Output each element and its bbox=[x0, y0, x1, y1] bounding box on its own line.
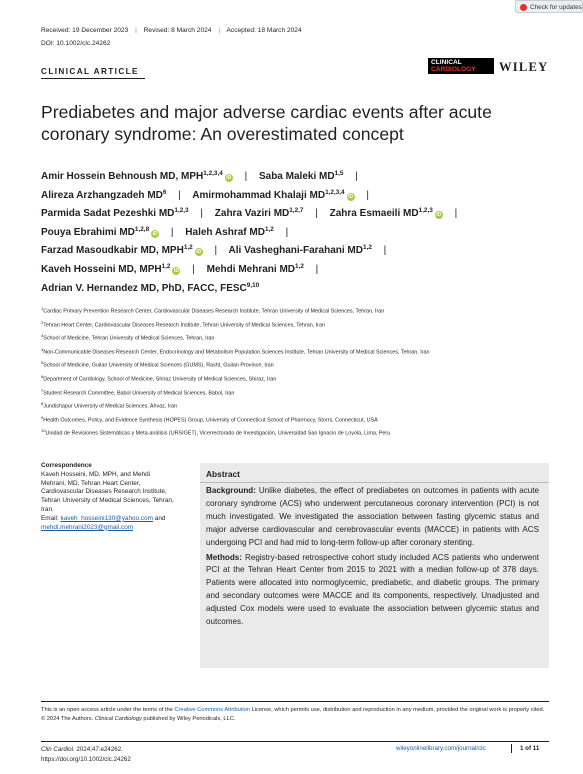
correspondence-line: Mehrani, MD, Tehran Heart Center, bbox=[41, 479, 141, 487]
author-name[interactable]: Alireza Arzhangzadeh MD bbox=[41, 189, 163, 201]
affiliation-item: $^8$Jundishapur University of Medical Sciences, Ahvaz, Iran bbox=[41, 401, 178, 410]
author-name[interactable]: Zahra Esmaeili MD bbox=[329, 208, 419, 220]
correspondence bbox=[41, 462, 191, 532]
orcid-icon[interactable]: iD bbox=[196, 249, 202, 256]
affiliation-item: $^1$Cardiac Primary Prevention Research Center, Cardiovascular Diseases Research Institute, Tehran University of Medical Sciences, Tehran, Iran bbox=[41, 306, 385, 315]
abstract-box bbox=[200, 463, 549, 668]
footer-rule bbox=[41, 701, 549, 702]
article-type-label: CLINICAL ARTICLE bbox=[41, 67, 139, 76]
abstract-rule bbox=[200, 482, 549, 483]
check-for-updates-label: Check for updates bbox=[530, 4, 582, 11]
accepted-date: Accepted: 18 March 2024 bbox=[226, 27, 302, 34]
abstract-methods: Methods: Registry-based retrospective cohort study included ACS patients who underwent PCI at the Tehran Heart Center from 2015 to 2021 with a median follow-up of 378 days. Patients were allocated into normoglycemic, prediabetic, and diabetic groups. The primary and secondary outcomes were MACCE and its components, respectively. Unadjusted and adjusted Cox models were used to evaluate the association between glycemic status and outcomes. bbox=[206, 552, 539, 627]
journal-logo-line2: CARDIOLOGY bbox=[431, 66, 476, 74]
author-line: Parmida Sadat Pezeshki MD$^{1,2,3}$ | Zahra Vaziri MD$^{1,2,7}$ | Zahra Esmaeili MD$^{1,2,3}$iD | bbox=[41, 207, 458, 220]
journal-logo bbox=[428, 58, 494, 74]
author-name[interactable]: Mehdi Mehrani MD bbox=[206, 263, 295, 275]
article-title: Prediabetes and major adverse cardiac events after acute coronary syndrome: An overestimated concept bbox=[41, 102, 492, 144]
doi-link[interactable]: https://doi.org/10.1002/clc.24262 bbox=[41, 756, 131, 764]
revised-date: Revised: 8 March 2024 bbox=[143, 27, 212, 34]
author-name[interactable]: Ali Vasheghani-Farahani MD bbox=[228, 245, 363, 257]
author-line: Adrian V. Hernandez MD, PhD, FACC, FESC$^{9,10}$ bbox=[41, 281, 260, 294]
crossmark-icon bbox=[520, 4, 527, 11]
author-list bbox=[41, 170, 551, 300]
affiliation-item: $^5$School of Medicine, Guilan University of Medical Sciences (GUMS), Rasht, Guilan Province, Iran bbox=[41, 360, 274, 369]
affiliation-item: $^2$Tehran Heart Center, Cardiovascular Diseases Research Institute, Tehran University of Medical Sciences, Tehran, Iran bbox=[41, 319, 325, 329]
affiliations bbox=[41, 305, 561, 441]
footer-rule bbox=[41, 741, 549, 742]
journal-site-link[interactable]: wileyonlinelibrary.com/journal/clc bbox=[396, 745, 486, 752]
author-name[interactable]: Kaveh Hosseini MD, MPH bbox=[41, 263, 162, 275]
license-link[interactable]: Creative Commons Attribution bbox=[174, 707, 250, 713]
affiliation-item: $^4$Non-Communicable Diseases Research Center, Endocrinology and Metabolism Population Sciences Institute, Tehran University of Medical Sciences, Tehran, Iran bbox=[41, 346, 430, 356]
correspondence-line: Iran. bbox=[41, 505, 54, 513]
journal-logo-line1: CLINICAL bbox=[431, 59, 462, 66]
author-name[interactable]: Pouya Ebrahimi MD bbox=[41, 226, 135, 238]
page-number: 1 of 11 bbox=[520, 745, 540, 752]
orcid-icon[interactable]: iD bbox=[436, 212, 442, 219]
email-link[interactable]: mehdi.mehrani2023@gmail.com bbox=[41, 523, 134, 531]
correspondence-line: Cardiovascular Diseases Research Institute, bbox=[41, 488, 167, 496]
orcid-icon[interactable]: iD bbox=[226, 175, 232, 181]
author-line: Amir Hossein Behnoush MD, MPH$^{1,2,3,4}$iD | Saba Maleki MD$^{1,5}$ | bbox=[41, 170, 358, 182]
orcid-icon[interactable]: iD bbox=[152, 230, 158, 237]
affiliation-item: $^7$Student Research Committee, Babol University of Medical Sciences, Babol, Iran bbox=[41, 387, 235, 397]
author-name[interactable]: Parmida Sadat Pezeshki MD bbox=[41, 208, 175, 220]
author-name[interactable]: Zahra Vaziri MD bbox=[214, 208, 290, 220]
meta-separator: | bbox=[218, 27, 221, 34]
history-line bbox=[41, 27, 302, 34]
correspondence-line: Tehran University of Medical Sciences, Tehran, bbox=[41, 497, 174, 505]
abstract-background: Background: Unlike diabetes, the effect of prediabetes on outcomes in patients with acute coronary syndrome (ACS) who underwent percutaneous coronary intervention (PCI) is not much investigated. We investigated the association between fasting glycemic status and major adverse cardiovascular and cerebrovascular events (MACCE) in patients with ACS undergoing PCI and had mid to long-term follow-up after coronary stenting. bbox=[206, 486, 539, 547]
author-name[interactable]: Saba Maleki MD bbox=[258, 171, 335, 182]
meta-separator: | bbox=[135, 27, 137, 34]
author-name[interactable]: Farzad Masoudkabir MD, MPH bbox=[41, 245, 184, 257]
author-line: Alireza Arzhangzadeh $MD^6$ | Amirmohammad Khalaji MD$^{1,2,3,4}$iD | bbox=[41, 188, 369, 201]
article-type-rule bbox=[41, 78, 145, 79]
check-for-updates-button[interactable] bbox=[515, 0, 583, 13]
affiliation-item: $^6$Department of Cardiology, School of Medicine, Shiraz University of Medical Sciences, Shiraz, Iran bbox=[41, 373, 277, 383]
correspondence-line: Kaveh Hosseini, MD, MPH, and Mehdi bbox=[41, 470, 151, 478]
citation: Clin Cardiol. 2024;47:e24262. https://doi.org/10.1002/clc.24262 bbox=[41, 745, 131, 765]
orcid-icon[interactable]: iD bbox=[348, 193, 354, 200]
author-name[interactable]: Haleh Ashraf MD bbox=[185, 226, 265, 238]
affiliation-item: $^{10}$Unidad de Revisiones Sistemáticas y Meta-análisis (URSIGET), Vicerrectorado de Investigación, Universidad San Ignacio de Loyola, Lima, Peru bbox=[41, 428, 391, 437]
author-line: Kaveh Hosseini MD, MPH$^{1,2}$iD | Mehdi Mehrani MD$^{1,2}$ | bbox=[41, 262, 319, 275]
page-divider bbox=[511, 744, 512, 753]
affiliation-item: $^9$Health Outcomes, Policy, and Evidence Synthesis (HOPES) Group, University of Connecticut School of Pharmacy, Storrs, Connecticut, USA bbox=[41, 414, 378, 424]
author-name[interactable]: Adrian V. Hernandez MD, PhD, FACC, FESC bbox=[41, 282, 247, 294]
abstract-heading: Abstract bbox=[206, 469, 240, 479]
author-name[interactable]: Amirmohammad Khalaji MD bbox=[192, 189, 326, 201]
doi: DOI: 10.1002/clc.24262 bbox=[41, 40, 111, 47]
author-line: Pouya Ebrahimi MD$^{1,2,8}$iD | Haleh Ashraf MD$^{1,2}$ | bbox=[41, 225, 289, 238]
author-line: Farzad Masoudkabir MD, MPH$^{1,2}$iD | Ali Vasheghani-Farahani MD$^{1,2}$ | bbox=[41, 244, 387, 257]
author-name[interactable]: Amir Hossein Behnoush MD, MPH bbox=[41, 171, 204, 182]
license-notice: This is an open access article under the terms of the Creative Commons Attribution License, which permits use, distribution and reproduction in any medium, provided the original work is properly cited. © 2024 The Authors. Clinical Cardiology published by Wiley Periodicals, LLC. bbox=[41, 707, 545, 722]
received-date: Received: 19 December 2023 bbox=[41, 27, 129, 34]
affiliation-item: $^3$School of Medicine, Tehran University of Medical Sciences, Tehran, Iran bbox=[41, 333, 215, 342]
correspondence-heading: Correspondence bbox=[41, 462, 92, 469]
abstract-body bbox=[206, 485, 539, 631]
email-link[interactable]: kaveh_hosseini130@yahoo.com bbox=[60, 514, 153, 522]
publisher-logo: WILEY bbox=[499, 60, 549, 74]
correspondence-email-line: Email: kaveh_hosseini130@yahoo.com and bbox=[41, 514, 166, 522]
orcid-icon[interactable]: iD bbox=[173, 267, 179, 274]
